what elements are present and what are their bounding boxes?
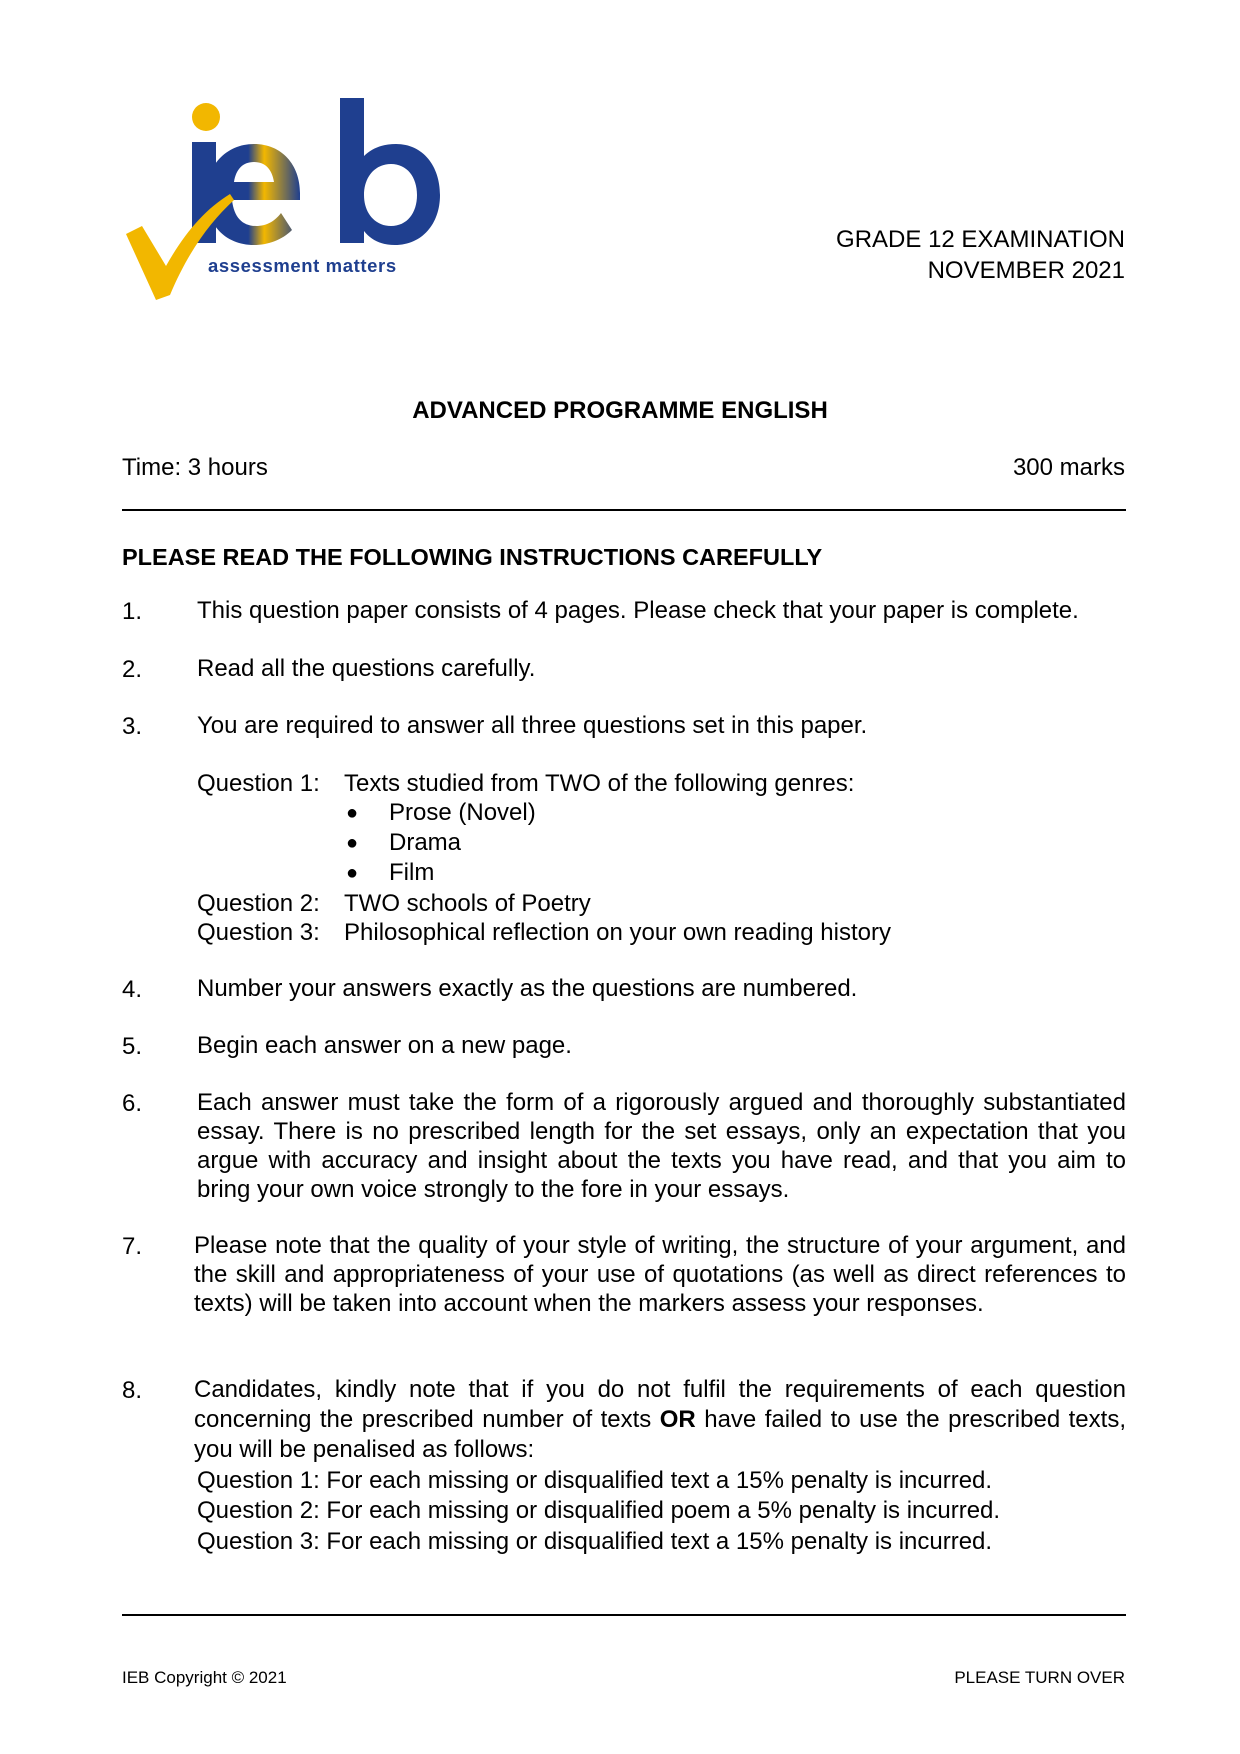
instruction-item-4: Number your answers exactly as the questions are numbered. (197, 975, 858, 1002)
bullet-icon: ● (346, 802, 359, 824)
penalty-line: Question 3: For each missing or disqualified text a 15% penalty is incurred. (197, 1528, 993, 1555)
genre-item: Drama (389, 829, 462, 856)
instruction-item-5: Begin each answer on a new page. (197, 1032, 572, 1059)
question-2-label: Question 2: (197, 890, 320, 917)
bullet-icon: ● (346, 832, 359, 854)
penalty-line: Question 2: For each missing or disqualified poem a 5% penalty is incurred. (197, 1497, 1001, 1524)
exam-date: NOVEMBER 2021 (927, 257, 1125, 284)
bullet-icon: ● (346, 862, 359, 884)
ieb-logo-graphic (122, 90, 452, 325)
question-2-text: TWO schools of Poetry (344, 890, 591, 917)
exam-grade: GRADE 12 EXAMINATION (836, 226, 1125, 253)
instruction-item-1: This question paper consists of 4 pages. Please check that your paper is complete. (197, 597, 1079, 624)
logo-tagline: assessment matters (208, 255, 397, 276)
logo-e (206, 144, 300, 245)
instruction-item-6: Each answer must take the form of a rigorously argued and thoroughly substantiated essay. There is no prescribed length for the set essays, only an expectation that you argue with accuracy and insight about the texts you have read, and that you aim to bring your own voice strongly to the fore in your essays. (197, 1089, 1126, 1203)
item-8-emphasis: OR (659, 1406, 696, 1433)
exam-header (836, 224, 1125, 286)
item-number: 3. (122, 713, 143, 740)
logo-check (126, 194, 234, 300)
question-3-label: Question 3: (197, 919, 320, 946)
instructions-heading: PLEASE READ THE FOLLOWING INSTRUCTIONS CAREFULLY (122, 544, 823, 570)
divider-top (122, 509, 1126, 511)
question-1-label: Question 1: (197, 770, 320, 797)
divider-bottom (122, 1614, 1126, 1616)
genre-item: Film (389, 859, 435, 886)
item-number: 8. (122, 1377, 143, 1404)
footer-turn-over: PLEASE TURN OVER (954, 1668, 1125, 1687)
item-number: 7. (122, 1233, 143, 1260)
instruction-item-2: Read all the questions carefully. (197, 655, 536, 682)
penalty-line: Question 1: For each missing or disqualified text a 15% penalty is incurred. (197, 1467, 993, 1494)
time-allowed: Time: 3 hours (122, 454, 268, 481)
item-number: 4. (122, 976, 143, 1003)
total-marks: 300 marks (1012, 454, 1125, 481)
instruction-item-8 (194, 1375, 1126, 1465)
item-number: 6. (122, 1090, 143, 1117)
instruction-item-7: Please note that the quality of your style of writing, the structure of your argument, and the skill and appropriateness of your use of quotations (as well as direct references to texts) will be taken into account when the markers assess your responses. (194, 1232, 1126, 1317)
item-number: 2. (122, 656, 143, 683)
item-8-text: Candidates, kindly note that if you do not fulfil the requirements of each question concerning the prescribed number of texts (194, 1376, 1126, 1433)
logo-dot (192, 103, 220, 131)
logo-b (340, 98, 440, 245)
footer-copyright: IEB Copyright © 2021 (122, 1668, 287, 1687)
question-3-text: Philosophical reflection on your own reading history (344, 919, 891, 946)
question-1-text: Texts studied from TWO of the following genres: (344, 770, 855, 797)
genre-item: Prose (Novel) (389, 799, 536, 826)
item-number: 1. (122, 598, 143, 625)
item-8-text-end: have failed to use the prescribed texts, you will be penalised as follows: (194, 1406, 1126, 1463)
ieb-logo (122, 90, 452, 325)
instruction-item-3: You are required to answer all three questions set in this paper. (197, 712, 868, 739)
item-number: 5. (122, 1033, 143, 1060)
paper-title: ADVANCED PROGRAMME ENGLISH (412, 397, 828, 424)
